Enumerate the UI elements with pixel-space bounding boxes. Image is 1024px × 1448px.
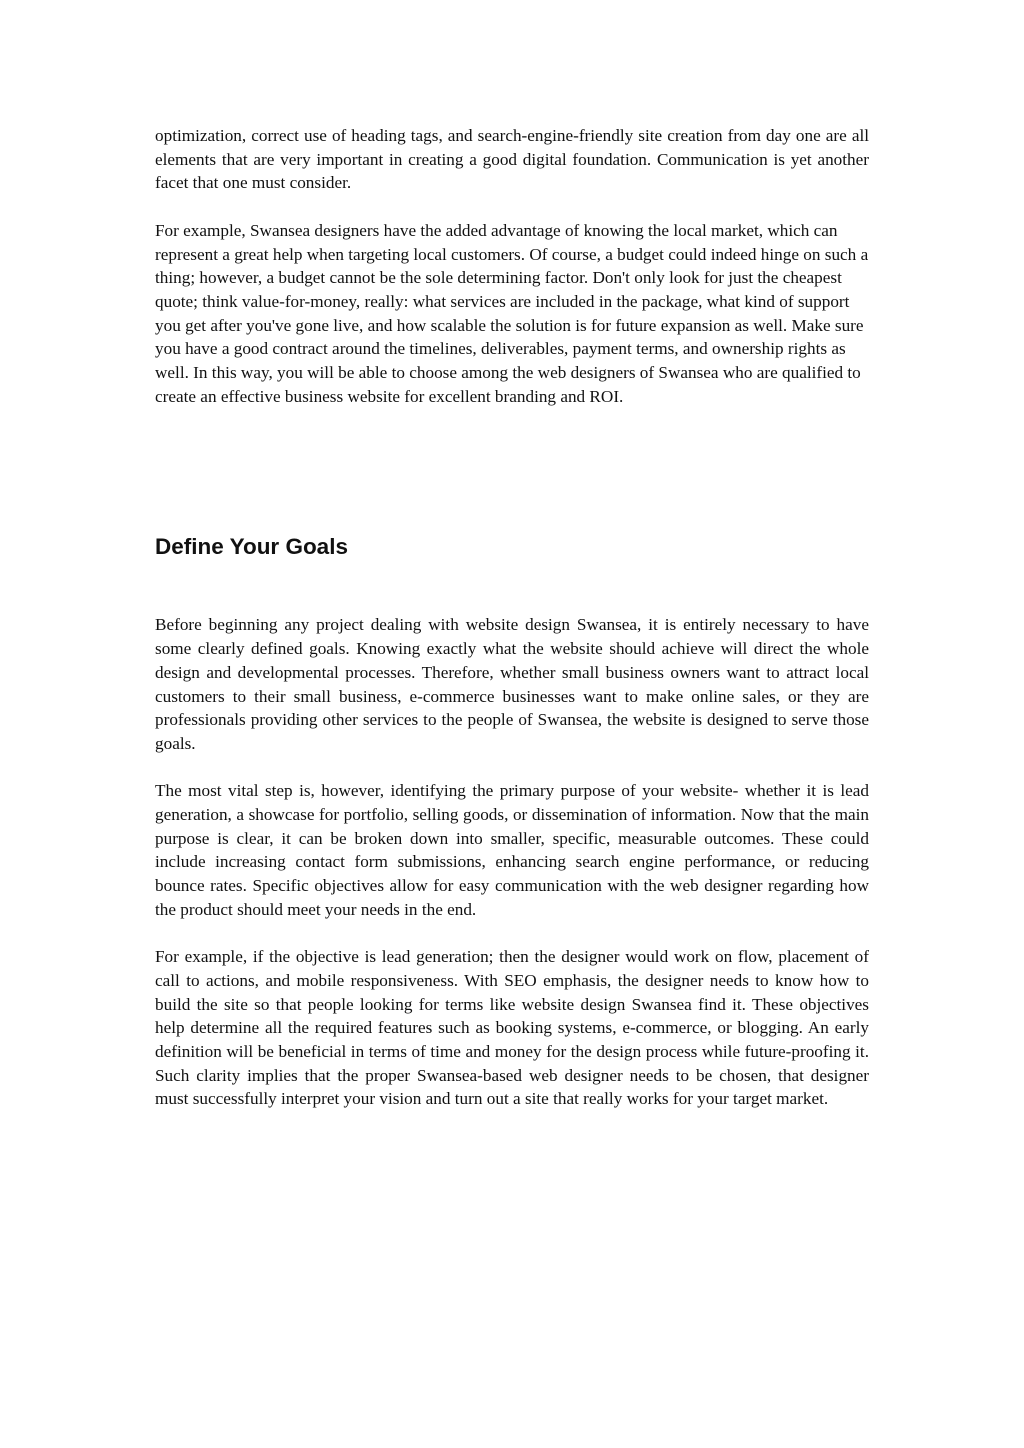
paragraph-lead-generation-example: For example, if the objective is lead generation; then the designer would work on flow, placement of call to actions, and mobile responsiveness. With SEO emphasis, the designer needs to know how to build the site so that people looking for terms like website design Swansea find it. These objectives help determine all the required features such as booking systems, e-commerce, or blogging. An early definition will be beneficial in terms of time and money for the design process while future-proofing it. Such clarity implies that the proper Swansea-based web designer needs to be chosen, that designer must successfully interpret your vision and turn out a site that really works for your target market.	[155, 947, 869, 1109]
paragraph-clearly-defined-goals: Before beginning any project dealing with website design Swansea, it is entirely necessary to have some clearly defined goals. Knowing exactly what the website should achieve will direct the whole design and developmental processes. Therefore, whether small business owners want to attract local customers to their small business, e-commerce businesses want to make online sales, or they are professionals providing other services to the people of Swansea, the website is designed to serve those goals.	[155, 615, 869, 753]
document-body	[155, 124, 869, 1111]
section-heading-define-your-goals: Define Your Goals	[155, 534, 348, 560]
paragraph-primary-purpose: The most vital step is, however, identifying the primary purpose of your website- whether it is lead generation, a showcase for portfolio, selling goods, or dissemination of information. Now that the main purpose is clear, it can be broken down into smaller, specific, measurable outcomes. These could include increasing contact form submissions, enhancing search engine performance, or reducing bounce rates. Specific objectives allow for easy communication with the web designer regarding how the product should meet your needs in the end.	[155, 781, 869, 919]
paragraph-seo-foundation: optimization, correct use of heading tags, and search-engine-friendly site creation from day one are all elements that are very important in creating a good digital foundation. Communication is yet another facet that one must consider.	[155, 126, 869, 193]
paragraph-choosing-designers: For example, Swansea designers have the added advantage of knowing the local market, which can represent a great help when targeting local customers. Of course, a budget could indeed hinge on such a thing; however, a budget cannot be the sole determining factor. Don't only look for just the cheapest quote; think value-for-money, really: what services are included in the package, what kind of support you get after you've gone live, and how scalable the solution is for future expansion as well. Make sure you have a good contract around the timelines, deliverables, payment terms, and ownership rights as well. In this way, you will be able to choose among the web designers of Swansea who are qualified to create an effective business website for excellent branding and ROI.	[155, 220, 869, 406]
